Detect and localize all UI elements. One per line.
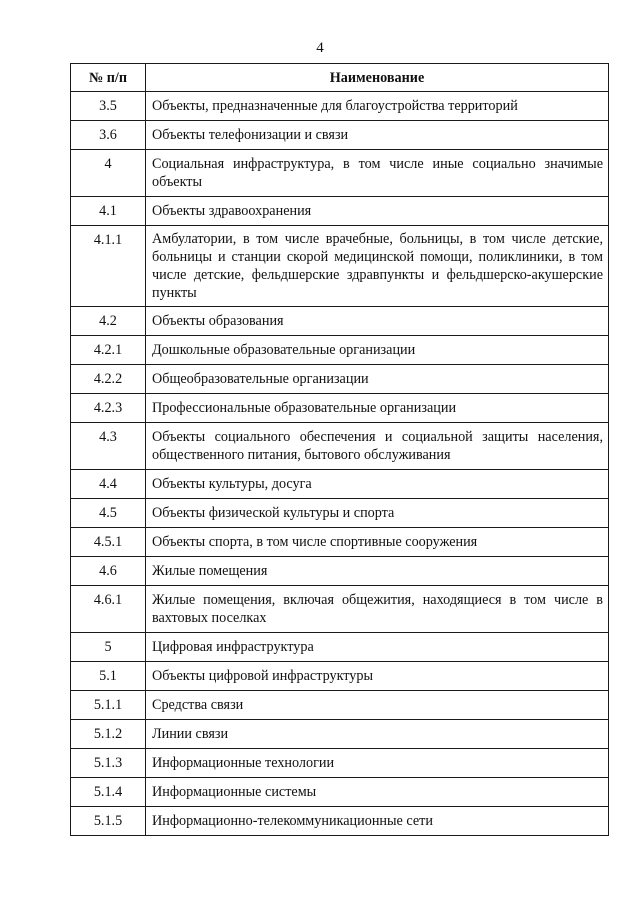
row-number: 4.3 [71, 423, 146, 470]
row-number: 4.2.2 [71, 365, 146, 394]
table-row [71, 150, 609, 197]
row-number: 4.1.1 [71, 226, 146, 307]
table-row [71, 807, 609, 836]
header-name: Наименование [146, 64, 609, 92]
row-number: 4.2.3 [71, 394, 146, 423]
row-name: Объекты культуры, досуга [146, 470, 609, 499]
table-row [71, 307, 609, 336]
row-number: 5 [71, 633, 146, 662]
row-number: 5.1 [71, 662, 146, 691]
infrastructure-table [70, 63, 609, 836]
row-name: Средства связи [146, 691, 609, 720]
table-row [71, 121, 609, 150]
row-number: 4.4 [71, 470, 146, 499]
row-name: Линии связи [146, 720, 609, 749]
row-name: Жилые помещения [146, 557, 609, 586]
table-row [71, 197, 609, 226]
row-name: Объекты спорта, в том числе спортивные сооружения [146, 528, 609, 557]
row-name: Профессиональные образовательные организации [146, 394, 609, 423]
row-name: Жилые помещения, включая общежития, находящиеся в том числе в вахтовых поселках [146, 586, 609, 633]
row-number: 4.2.1 [71, 336, 146, 365]
table-header-row [71, 64, 609, 92]
row-name: Объекты физической культуры и спорта [146, 499, 609, 528]
row-number: 4.5 [71, 499, 146, 528]
page-number: 4 [316, 40, 324, 56]
row-name: Дошкольные образовательные организации [146, 336, 609, 365]
table-row [71, 365, 609, 394]
table-row [71, 92, 609, 121]
table-row [71, 778, 609, 807]
header-number: № п/п [71, 64, 146, 92]
table-row [71, 394, 609, 423]
table-row [71, 499, 609, 528]
row-name: Амбулатории, в том числе врачебные, больницы, в том числе детские, больницы и станции скорой медицинской помощи, поликлиники, в том числе детские, фельдшерские здравпункты и фельдшерско-акушерские пункты [146, 226, 609, 307]
table-row [71, 557, 609, 586]
row-number: 5.1.1 [71, 691, 146, 720]
row-name: Информационные системы [146, 778, 609, 807]
row-number: 4.2 [71, 307, 146, 336]
table-row [71, 720, 609, 749]
row-name: Информационно-телекоммуникационные сети [146, 807, 609, 836]
row-name: Объекты здравоохранения [146, 197, 609, 226]
table-row [71, 528, 609, 557]
row-name: Общеобразовательные организации [146, 365, 609, 394]
table-row [71, 691, 609, 720]
row-name: Цифровая инфраструктура [146, 633, 609, 662]
row-name: Объекты социального обеспечения и социальной защиты населения, общественного питания, бытового обслуживания [146, 423, 609, 470]
row-number: 5.1.2 [71, 720, 146, 749]
row-number: 3.6 [71, 121, 146, 150]
row-number: 4.1 [71, 197, 146, 226]
row-number: 5.1.3 [71, 749, 146, 778]
row-name: Объекты, предназначенные для благоустройства территорий [146, 92, 609, 121]
table-row [71, 662, 609, 691]
row-name: Объекты образования [146, 307, 609, 336]
table-row [71, 336, 609, 365]
table-row [71, 586, 609, 633]
row-number: 4 [71, 150, 146, 197]
row-number: 3.5 [71, 92, 146, 121]
table-row [71, 749, 609, 778]
row-number: 5.1.5 [71, 807, 146, 836]
row-name: Информационные технологии [146, 749, 609, 778]
row-number: 5.1.4 [71, 778, 146, 807]
row-name: Социальная инфраструктура, в том числе иные социально значимые объекты [146, 150, 609, 197]
row-name: Объекты цифровой инфраструктуры [146, 662, 609, 691]
table-row [71, 226, 609, 307]
row-number: 4.6.1 [71, 586, 146, 633]
row-name: Объекты телефонизации и связи [146, 121, 609, 150]
row-number: 4.5.1 [71, 528, 146, 557]
table-row [71, 423, 609, 470]
row-number: 4.6 [71, 557, 146, 586]
table-row [71, 633, 609, 662]
table-row [71, 470, 609, 499]
